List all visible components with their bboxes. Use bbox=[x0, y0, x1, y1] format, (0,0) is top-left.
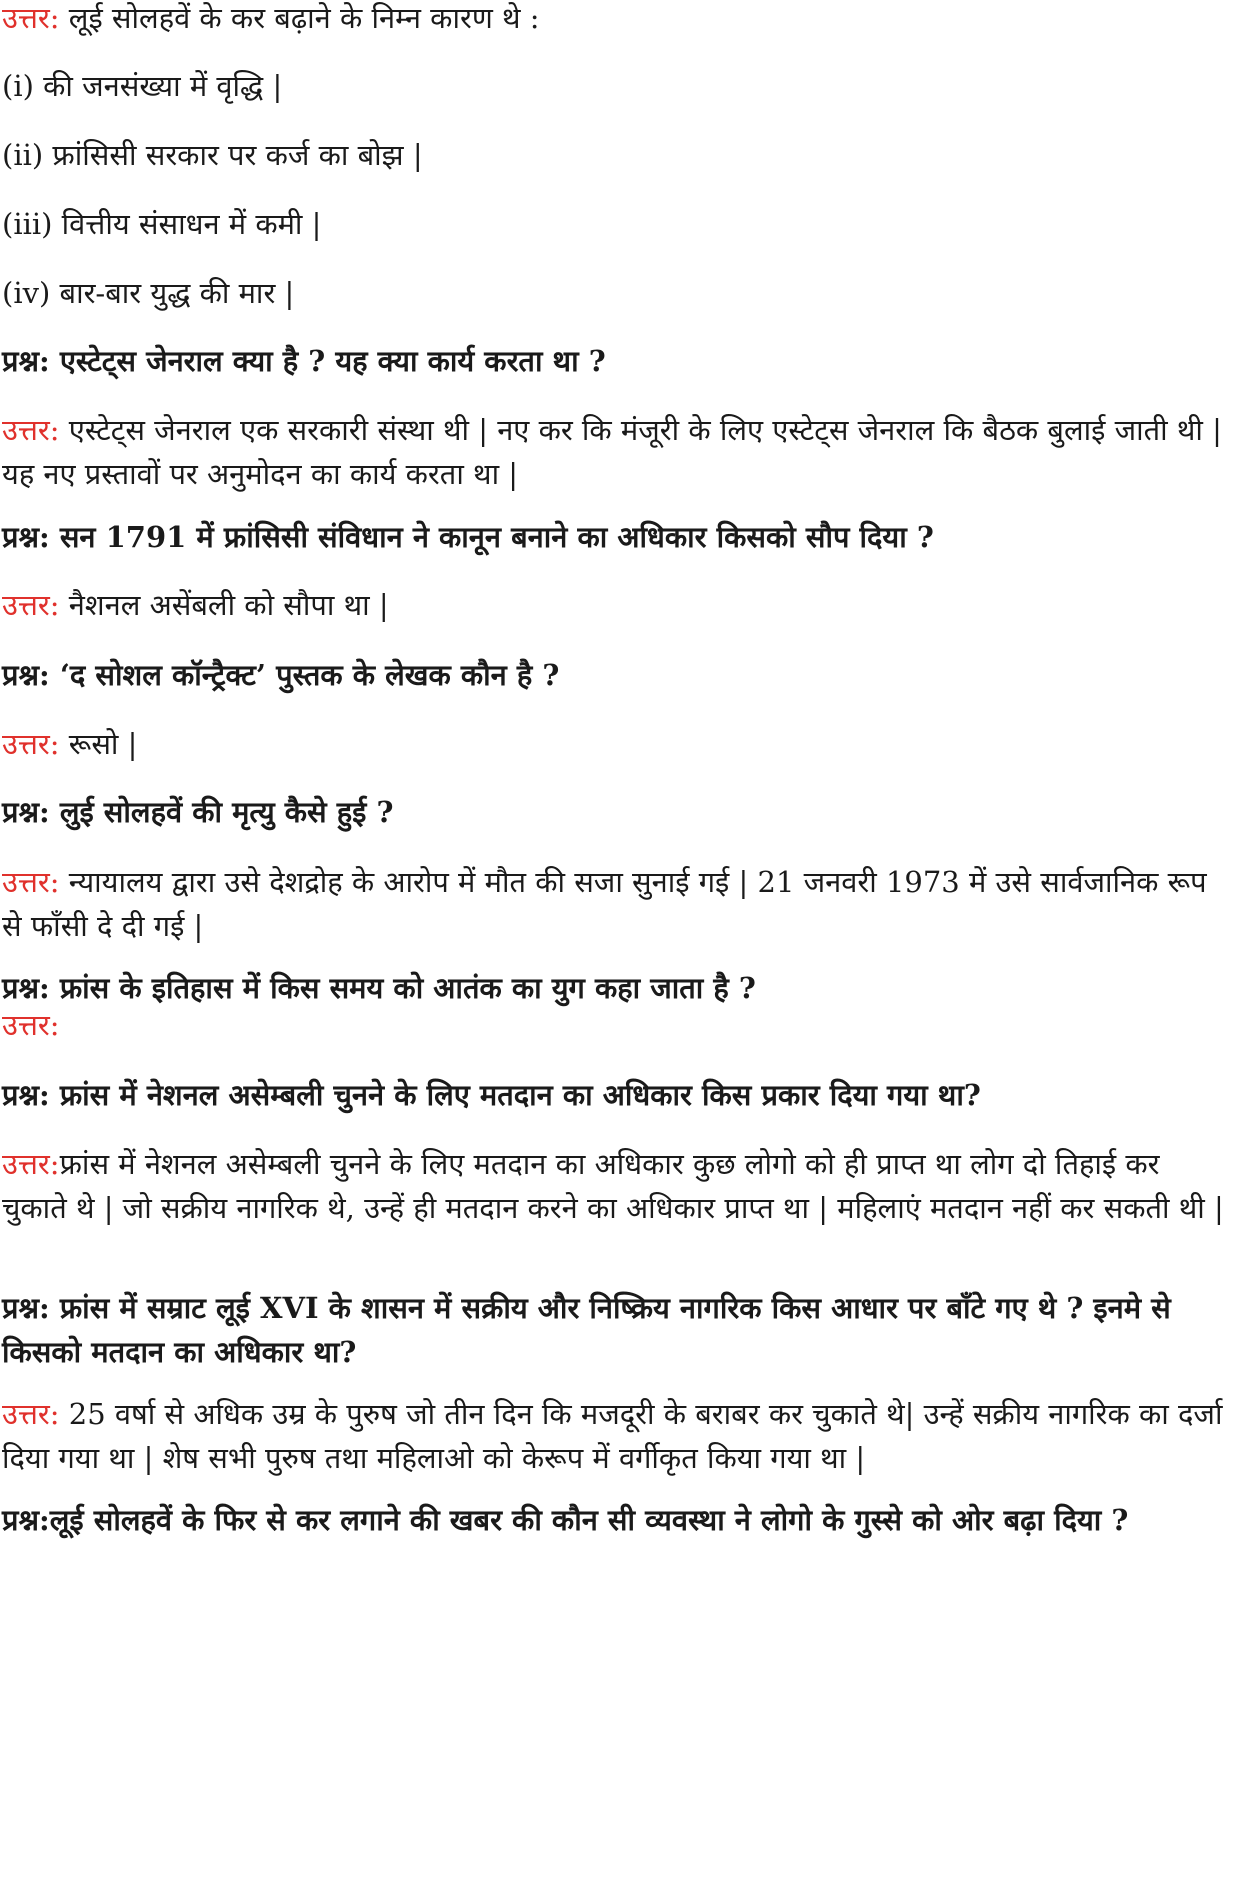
question-text: फ्रांस के इतिहास में किस समय को आतंक का युग कहा जाता है ? bbox=[49, 971, 756, 1005]
question-block bbox=[2, 790, 1233, 834]
answer-text: फ्रांस में नेशनल असेम्बली चुनने के लिए मतदान का अधिकार कुछ लोगो को ही प्राप्त था लोग दो तिहाई कर चुकाते थे | जो सक्रीय नागरिक थे, उन्हें ही मतदान करने का अधिकार प्राप्त था | महिलाएं मतदान नहीं कर सकती थी | bbox=[2, 1147, 1224, 1225]
question-label: प्रश्न: bbox=[2, 658, 50, 692]
question-label: प्रश्न: bbox=[2, 971, 50, 1005]
answer-block bbox=[2, 722, 1233, 766]
question-text: फ्रांस में नेशनल असेम्बली चुनने के लिए मतदान का अधिकार किस प्रकार दिया गया था? bbox=[49, 1078, 981, 1112]
answer-block bbox=[2, 0, 1233, 40]
answer-block bbox=[2, 1392, 1227, 1480]
question-block bbox=[2, 1498, 1227, 1542]
answer-label: उत्तर: bbox=[2, 588, 60, 622]
answer-block bbox=[2, 583, 1233, 627]
answer-label: उत्तर: bbox=[2, 1008, 60, 1042]
answer-label: उत्तर: bbox=[2, 865, 60, 899]
answer-text: नैशनल असेंबली को सौपा था | bbox=[59, 588, 389, 622]
answer-label: उत्तर: bbox=[2, 1397, 60, 1431]
answer-text: लूई सोलहवें के कर बढ़ाने के निम्न कारण थे : bbox=[59, 1, 540, 35]
answer-block bbox=[2, 408, 1227, 496]
answer-block bbox=[2, 1003, 1233, 1047]
answer-block bbox=[2, 860, 1227, 948]
question-text: फ्रांस में सम्राट लूई XVI के शासन में सक्रीय और निष्क्रिय नागरिक किस आधार पर बाँटे गए थे ? इनमे से किसको मतदान का अधिकार था? bbox=[2, 1291, 1171, 1369]
question-text: लूई सोलहवें के फिर से कर लगाने की खबर की कौन सी व्यवस्था ने लोगो के गुस्से को ओर बढ़ा दिया ? bbox=[49, 1503, 1129, 1537]
question-text: एस्टेट्स जेनराल क्या है ? यह क्या कार्य करता था ? bbox=[49, 344, 606, 378]
question-block bbox=[2, 515, 1233, 559]
question-label: प्रश्न: bbox=[2, 520, 50, 554]
list-item-text: (i) की जनसंख्या में वृद्धि | bbox=[2, 69, 283, 103]
question-label: प्रश्न: bbox=[2, 1503, 50, 1537]
answer-label: उत्तर: bbox=[2, 727, 60, 761]
question-label: प्रश्न: bbox=[2, 1291, 50, 1325]
answer-label: उत्तर: bbox=[2, 413, 60, 447]
list-item bbox=[2, 64, 1233, 108]
question-text: सन 1791 में फ्रांसिसी संविधान ने कानून बनाने का अधिकार किसको सौप दिया ? bbox=[49, 520, 934, 554]
answer-block bbox=[2, 1142, 1227, 1230]
question-label: प्रश्न: bbox=[2, 795, 50, 829]
question-label: प्रश्न: bbox=[2, 1078, 50, 1112]
answer-label: उत्तर: bbox=[2, 1, 60, 35]
answer-text: 25 वर्षा से अधिक उम्र के पुरुष जो तीन दिन कि मजदूरी के बराबर कर चुकाते थे| उन्हें सक्रीय नागरिक का दर्जा दिया गया था | शेष सभी पुरुष तथा महिलाओ को केरूप में वर्गीकृत किया गया था | bbox=[2, 1397, 1223, 1475]
question-label: प्रश्न: bbox=[2, 344, 50, 378]
list-item-text: (ii) फ्रांसिसी सरकार पर कर्ज का बोझ | bbox=[2, 138, 423, 172]
question-block bbox=[2, 339, 1233, 383]
list-item bbox=[2, 271, 1233, 315]
question-block bbox=[2, 1286, 1227, 1374]
question-block bbox=[2, 653, 1233, 697]
answer-text: रूसो | bbox=[59, 727, 138, 761]
list-item-text: (iii) वित्तीय संसाधन में कमी | bbox=[2, 207, 322, 241]
answer-label: उत्तर: bbox=[2, 1147, 60, 1181]
list-item bbox=[2, 202, 1233, 246]
question-text: लुई सोलहवें की मृत्यु कैसे हुई ? bbox=[49, 795, 394, 829]
answer-text: एस्टेट्स जेनराल एक सरकारी संस्था थी | नए कर कि मंजूरी के लिए एस्टेट्स जेनराल कि बैठक बुलाई जाती थी | यह नए प्रस्तावों पर अनुमोदन का कार्य करता था | bbox=[2, 413, 1222, 491]
question-block bbox=[2, 1073, 1233, 1117]
list-item-text: (iv) बार-बार युद्ध की मार | bbox=[2, 276, 295, 310]
question-text: ‘द सोशल कॉन्ट्रैक्ट’ पुस्तक के लेखक कौन है ? bbox=[49, 658, 560, 692]
list-item bbox=[2, 133, 1233, 177]
answer-text: न्यायालय द्वारा उसे देशद्रोह के आरोप में मौत की सजा सुनाई गई | 21 जनवरी 1973 में उसे सार्वजानिक रूप से फाँसी दे दी गई | bbox=[2, 865, 1207, 943]
